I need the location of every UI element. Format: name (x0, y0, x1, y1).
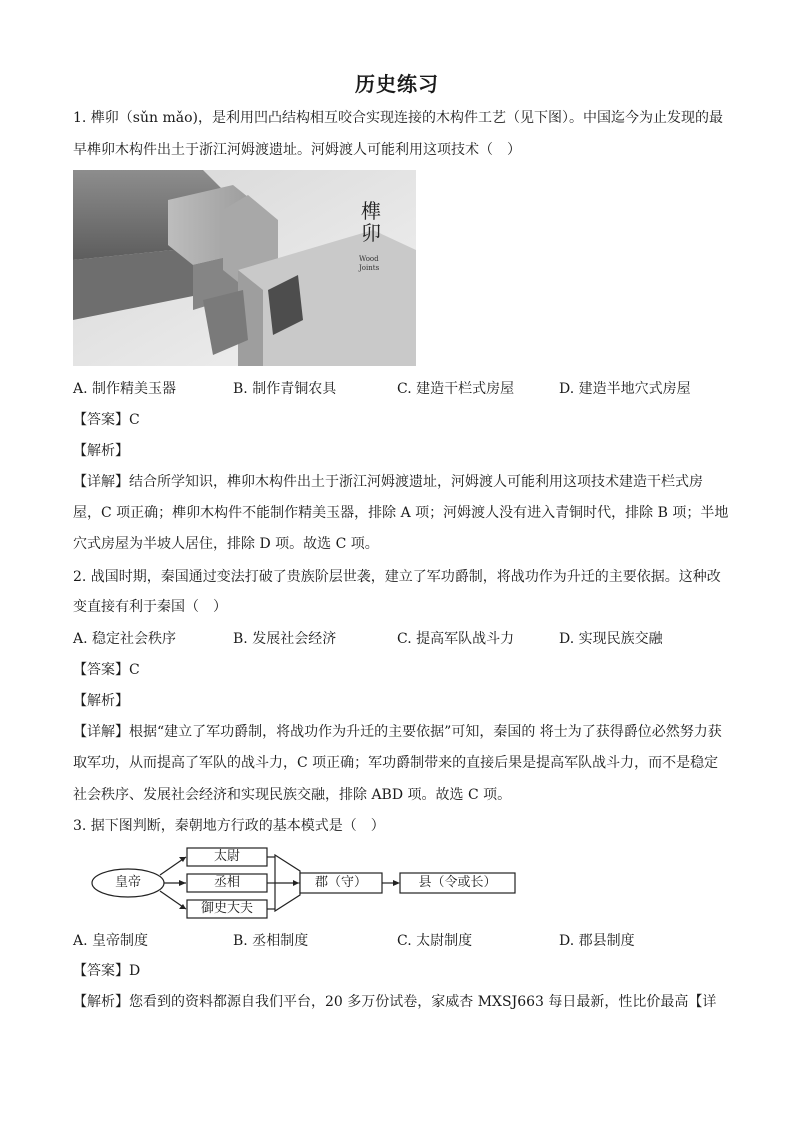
q3-option-c: C. 太尉制度 (397, 933, 473, 949)
q2-option-c: C. 提高军队战斗力 (397, 631, 515, 647)
analysis-text: 您看到的资料都源自我们平台，20 多万份试卷，家威杏 MXSJ663 每日最新，性比价最高【详 (129, 994, 717, 1010)
photo-caption-en2: Joints (359, 264, 380, 272)
q1-analysis-tag: 【解析】 (73, 443, 129, 459)
answer-tag: 【答案】 (73, 412, 129, 428)
q3-option-b: B. 丞相制度 (233, 933, 309, 949)
q2-detail-line3: 社会秩序、发展社会经济和实现民族交融，排除 ABD 项。故选 C 项。 (73, 787, 512, 803)
photo-caption-en1: Wood (359, 255, 379, 263)
q2-option-a: A. 稳定社会秩序 (73, 631, 177, 647)
page-title: 历史练习 (355, 72, 439, 96)
answer-tag: 【答案】 (73, 963, 129, 979)
answer-value: D (129, 963, 141, 979)
answer-value: C (129, 662, 140, 678)
q1-stem-line2: 早榫卯木构件出土于浙江河姆渡遗址。河姆渡人可能利用这项技术（ ） (73, 142, 521, 158)
q3-option-d: D. 郡县制度 (559, 933, 635, 949)
qin-administration-diagram (90, 845, 530, 920)
answer-value: C (129, 412, 140, 428)
q1-stem-line1: 1. 榫卯（sǔn mǎo)，是利用凹凸结构相互咬合实现连接的木构件工艺（见下图）。中国迄今为止发现的最 (73, 110, 723, 126)
q2-option-b: B. 发展社会经济 (233, 631, 337, 647)
q3-answer (73, 961, 140, 981)
official-node-taiwei: 太尉 (213, 849, 240, 864)
q1-answer (73, 410, 140, 430)
prefecture-node: 郡（守） (314, 875, 367, 890)
q2-analysis-tag: 【解析】 (73, 693, 129, 709)
q1-detail-line3: 穴式房屋为半坡人居住，排除 D 项。故选 C 项。 (73, 536, 379, 552)
q1-option-c: C. 建造干栏式房屋 (397, 381, 515, 397)
q2-answer (73, 660, 140, 680)
q1-option-d: D. 建造半地穴式房屋 (559, 381, 691, 397)
q2-stem-line2: 变直接有利于秦国（ ） (73, 599, 227, 615)
q2-stem-line1: 2. 战国时期，秦国通过变法打破了贵族阶层世袭，建立了军功爵制，将战功作为升迁的主要依据。这种改 (73, 569, 721, 585)
q1-detail-line1: 【详解】结合所学知识，榫卯木构件出土于浙江河姆渡遗址，河姆渡人可能利用这项技术建造干栏式房 (73, 474, 703, 490)
q3-analysis (73, 992, 716, 1012)
q1-option-b: B. 制作青铜农具 (233, 381, 337, 397)
analysis-tag: 【解析】 (73, 994, 129, 1010)
official-node-chengxiang: 丞相 (213, 875, 240, 890)
mortise-tenon-photo (73, 170, 416, 366)
official-node-yushidafu: 御史大夫 (200, 901, 253, 916)
q3-stem: 3. 据下图判断，秦朝地方行政的基本模式是（ ） (73, 818, 385, 834)
q3-option-a: A. 皇帝制度 (73, 933, 149, 949)
answer-tag: 【答案】 (73, 662, 129, 678)
q1-detail-line2: 屋，C 项正确；榫卯木构件不能制作精美玉器，排除 A 项；河姆渡人没有进入青铜时代，排除 B 项；半地 (73, 505, 729, 521)
emperor-node: 皇帝 (114, 875, 141, 890)
q1-option-a: A. 制作精美玉器 (73, 381, 177, 397)
q2-detail-line2: 取军功，从而提高了军队的战斗力，C 项正确；军功爵制带来的直接后果是提高军队战斗力，而不是稳定 (73, 755, 719, 771)
q2-detail-line1: 【详解】根据“建立了军功爵制，将战功作为升迁的主要依据”可知，秦国的 将士为了获得爵位必然努力获 (73, 724, 722, 740)
q2-option-d: D. 实现民族交融 (559, 631, 663, 647)
photo-caption-cn: 榫卯 (361, 199, 381, 245)
county-node: 县（令或长） (418, 875, 497, 890)
